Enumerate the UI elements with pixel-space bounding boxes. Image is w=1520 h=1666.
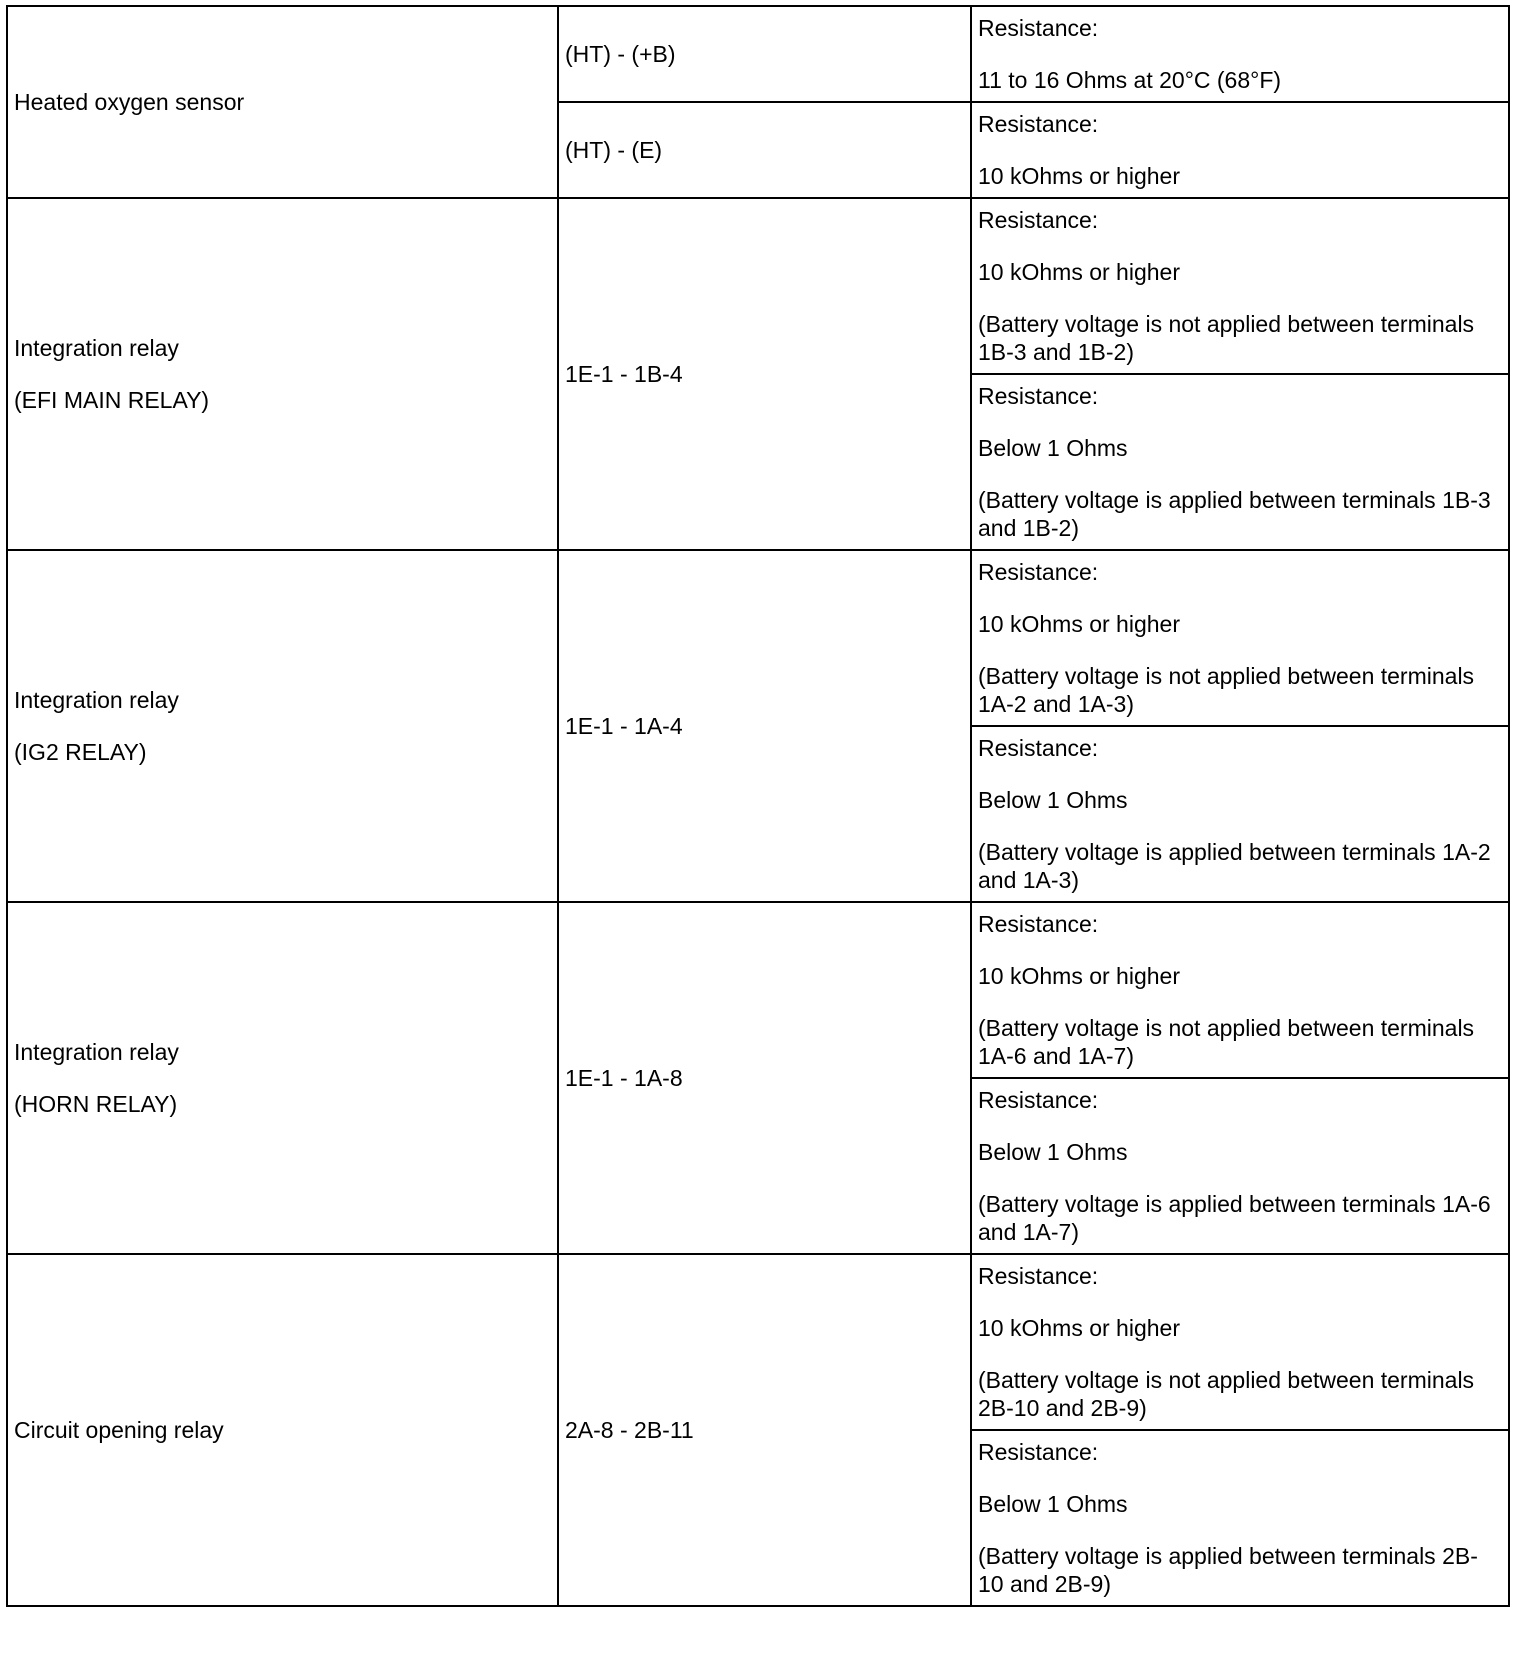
- terminal-cell: [558, 1254, 971, 1606]
- condition-label: Resistance:: [978, 1263, 1099, 1289]
- condition-value: Below 1 Ohms: [978, 1139, 1128, 1165]
- condition-label: Resistance:: [978, 1439, 1099, 1465]
- condition-note: (Battery voltage is applied between terminals 1A-6 and 1A-7): [978, 1191, 1491, 1245]
- condition-cell: [971, 1078, 1509, 1254]
- terminal-cell: [558, 550, 971, 902]
- condition-cell: [971, 6, 1509, 102]
- condition-cell: [971, 1430, 1509, 1606]
- terminal-pair: 2A-8 - 2B-11: [565, 1417, 694, 1443]
- condition-value: 10 kOhms or higher: [978, 1315, 1180, 1341]
- component-subname: (IG2 RELAY): [14, 739, 147, 765]
- terminal-cell: [558, 198, 971, 550]
- terminal-pair: (HT) - (E): [565, 137, 663, 163]
- component-cell: [7, 902, 558, 1254]
- condition-value: 10 kOhms or higher: [978, 163, 1180, 189]
- condition-note: (Battery voltage is not applied between terminals 1B-3 and 1B-2): [978, 311, 1475, 365]
- condition-value: 10 kOhms or higher: [978, 259, 1180, 285]
- condition-value: 11 to 16 Ohms at 20°C (68°F): [978, 67, 1282, 93]
- condition-note: (Battery voltage is applied between terminals 1A-2 and 1A-3): [978, 839, 1491, 893]
- component-name: Integration relay: [14, 1039, 179, 1065]
- condition-label: Resistance:: [978, 383, 1099, 409]
- condition-cell: [971, 374, 1509, 550]
- condition-note: (Battery voltage is not applied between terminals 2B-10 and 2B-9): [978, 1367, 1475, 1421]
- component-cell: [7, 198, 558, 550]
- condition-value: Below 1 Ohms: [978, 787, 1128, 813]
- condition-label: Resistance:: [978, 15, 1099, 41]
- terminal-pair: (HT) - (+B): [565, 41, 676, 67]
- component-name: Heated oxygen sensor: [14, 89, 245, 115]
- component-name: Integration relay: [14, 335, 179, 361]
- table-row: [7, 902, 1509, 1078]
- table-row: [7, 550, 1509, 726]
- component-subname: (EFI MAIN RELAY): [14, 387, 210, 413]
- condition-cell: [971, 1254, 1509, 1430]
- condition-label: Resistance:: [978, 735, 1099, 761]
- condition-value: Below 1 Ohms: [978, 435, 1128, 461]
- condition-value: Below 1 Ohms: [978, 1491, 1128, 1517]
- component-cell: [7, 550, 558, 902]
- condition-note: (Battery voltage is applied between terminals 1B-3 and 1B-2): [978, 487, 1491, 541]
- condition-note: (Battery voltage is not applied between terminals 1A-6 and 1A-7): [978, 1015, 1475, 1069]
- component-name: Circuit opening relay: [14, 1417, 224, 1443]
- component-cell: [7, 1254, 558, 1606]
- condition-cell: [971, 550, 1509, 726]
- table-row: [7, 6, 1509, 102]
- condition-value: 10 kOhms or higher: [978, 611, 1180, 637]
- condition-label: Resistance:: [978, 559, 1099, 585]
- condition-label: Resistance:: [978, 111, 1099, 137]
- condition-label: Resistance:: [978, 911, 1099, 937]
- component-name: Integration relay: [14, 687, 179, 713]
- terminal-cell: [558, 6, 971, 102]
- condition-cell: [971, 726, 1509, 902]
- terminal-pair: 1E-1 - 1A-8: [565, 1065, 683, 1091]
- terminal-cell: [558, 902, 971, 1254]
- condition-cell: [971, 198, 1509, 374]
- condition-label: Resistance:: [978, 1087, 1099, 1113]
- table-row: [7, 198, 1509, 374]
- component-subname: (HORN RELAY): [14, 1091, 178, 1117]
- terminal-pair: 1E-1 - 1B-4: [565, 361, 683, 387]
- condition-value: 10 kOhms or higher: [978, 963, 1180, 989]
- terminal-cell: [558, 102, 971, 198]
- component-cell: [7, 6, 558, 198]
- condition-note: (Battery voltage is not applied between terminals 1A-2 and 1A-3): [978, 663, 1475, 717]
- condition-cell: [971, 102, 1509, 198]
- condition-note: (Battery voltage is applied between terminals 2B-10 and 2B-9): [978, 1543, 1478, 1597]
- condition-cell: [971, 902, 1509, 1078]
- table-row: [7, 1254, 1509, 1430]
- condition-label: Resistance:: [978, 207, 1099, 233]
- terminal-pair: 1E-1 - 1A-4: [565, 713, 683, 739]
- resistance-spec-table: [6, 5, 1510, 1607]
